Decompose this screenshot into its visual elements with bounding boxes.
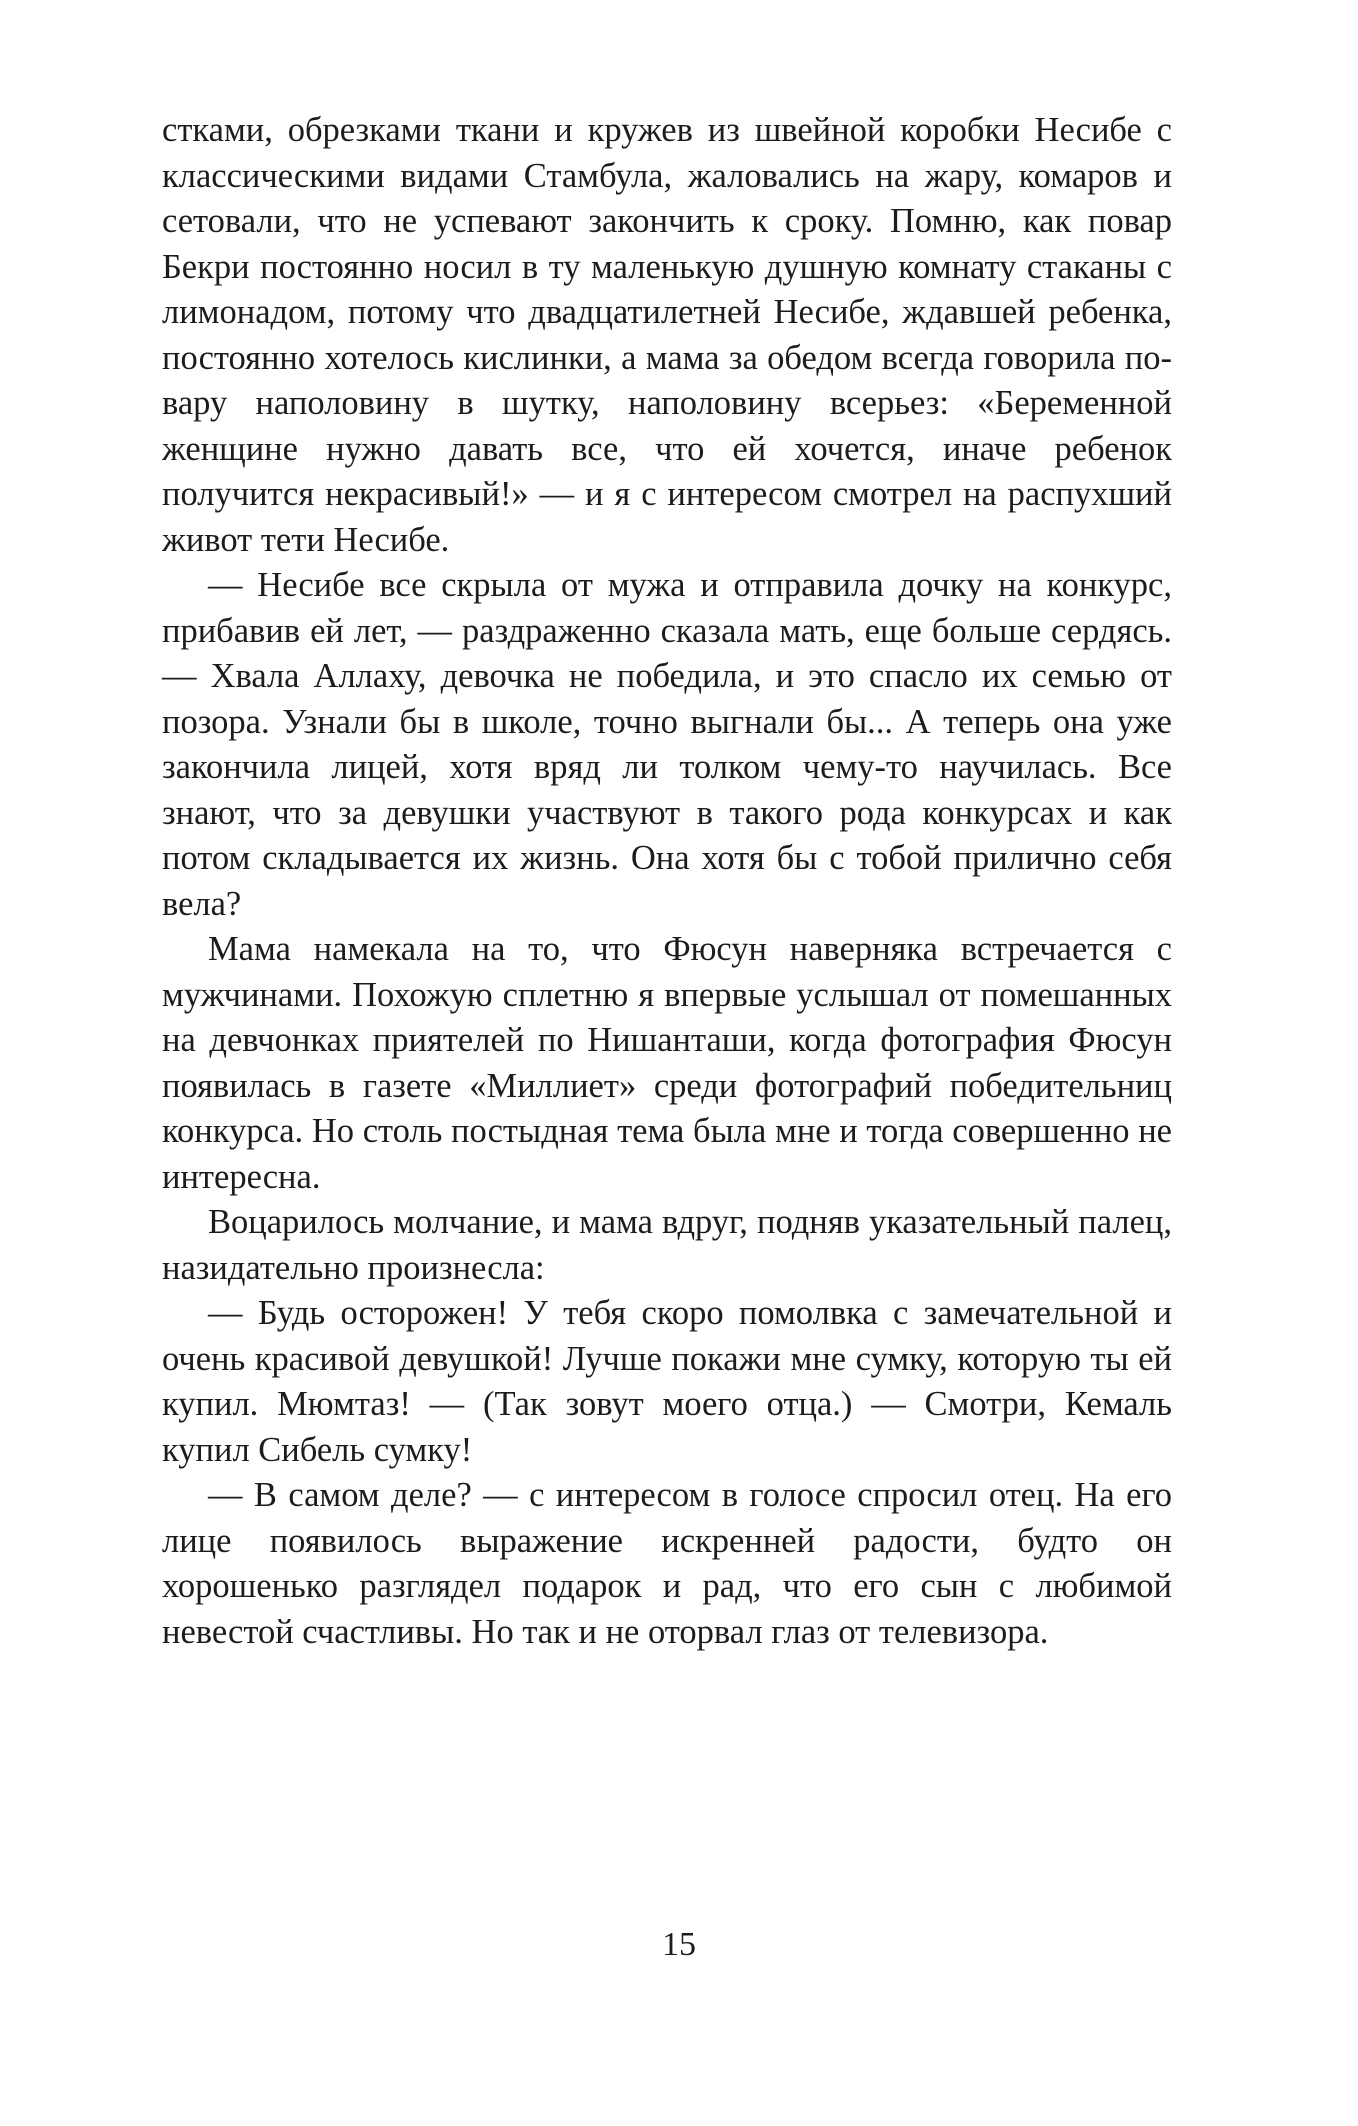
paragraph-dialogue-father: — В самом деле? — с интересом в голосе спросил отец. На его лице появилось выражение искренней радости, будто он хорошенько разглядел подарок и рад, что его сын с любимой невестой счастливы. Но так и не оторвал глаз от телевизора. (162, 1476, 1172, 1651)
paragraph-dialogue-warning: — Будь осторожен! У тебя скоро помолвка с замечательной и очень красивой девушкой! Лучше покажи мне сумку, которую ты ей купил. Мюмтаз! — (Так зовут моего отца.) — Смотри, Кемаль купил Сибель сумку! (162, 1294, 1172, 1469)
paragraph-narration-silence: Воцарилось молчание, и мама вдруг, подняв указательный палец, назидательно произнесла: (162, 1203, 1172, 1287)
paragraph-narration-fusun: Мама намекала на то, что Фюсун наверняка встречается с мужчинами. Похожую сплетню я впервые услышал от помешанных на девчонках приятелей по Нишанташи, когда фотография Фюсун появилась в газете «Миллиет» среди фотографий победительниц конкурса. Но столь постыдная тема была мне и тогда совершенно не интересна. (162, 930, 1172, 1196)
paragraph-dialogue-mother: — Несибе все скрыла от мужа и отправила дочку на конкурс, прибавив ей лет, — раздраженно сказала мать, еще больше сердясь. — Хвала Аллаху, девочка не победила, и это спасло их семью от позора. Узнали бы в школе, точно выгнали бы... А теперь она уже закончила лицей, хотя вряд ли толком чему-то научилась. Все знают, что за девушки участвуют в такого рода конкурсах и как потом складывается их жизнь. Она хотя бы с тобой прилично себя вела? (162, 566, 1172, 923)
page-number: 15 (662, 1926, 696, 1963)
paragraph-continuation: стками, обрезками ткани и кружев из швейной коробки Несибе с классическими видами Стамбула, жаловались на жару, комаров и сетовали, что не успевают закончить к сроку. Помню, как повар Бекри постоянно носил в ту маленькую душную комнату стаканы с лимонадом, потому что двадцатилетней Несибе, ждавшей ребенка, постоянно хотелось кислинки, а мама за обедом всегда говорила повару наполовину в шутку, наполовину всерьез: «Беременной женщине нужно давать все, что ей хочется, иначе ребенок получится некрасивый!» — и я с интересом смотрел на распухший живот тети Несибе. (162, 111, 1172, 559)
book-page-text (162, 108, 1172, 1655)
